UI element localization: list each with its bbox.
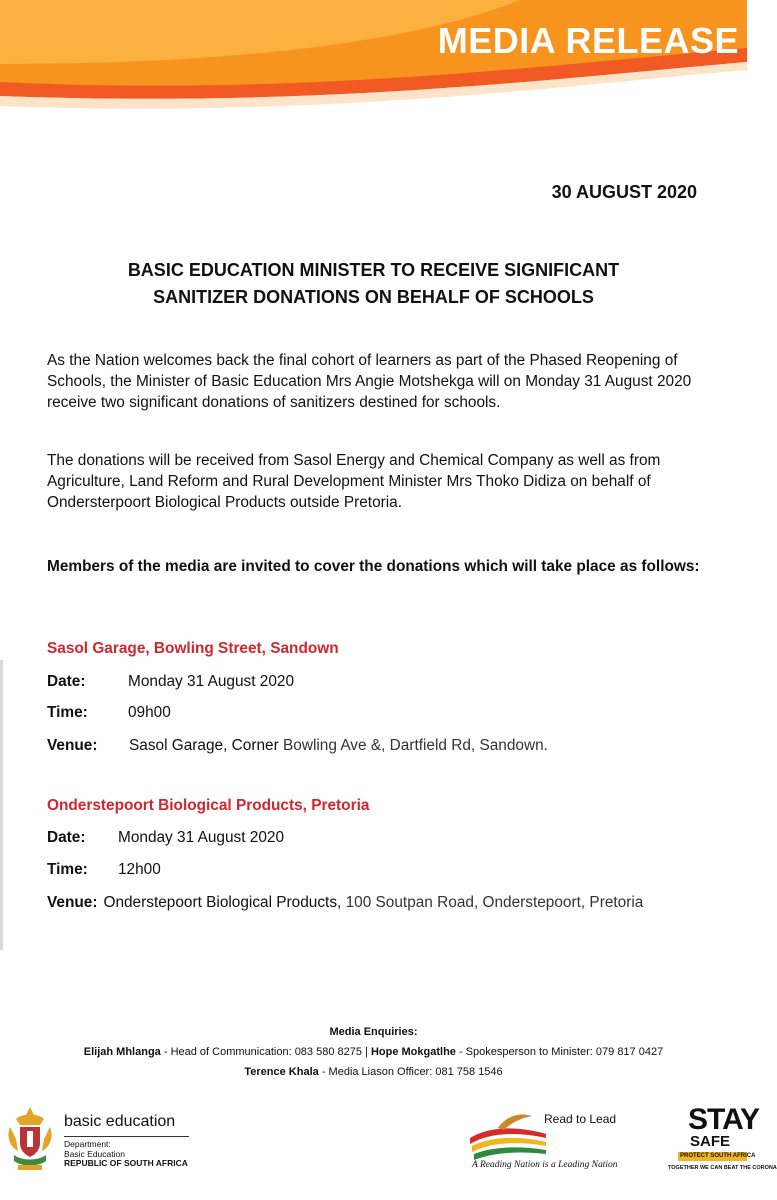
- enquiries-heading: Media Enquiries:: [329, 1026, 418, 1038]
- event-2-date: Monday 31 August 2020: [118, 829, 285, 846]
- dbe-line-2: Basic Education: [64, 1148, 125, 1159]
- contact-2-detail: - Spokesperson to Minister: 079 817 0427: [455, 1046, 664, 1058]
- headline: [60, 257, 687, 311]
- event-2-time-row: [47, 861, 161, 879]
- contact-1-name: Elijah Mhlanga: [83, 1046, 161, 1058]
- event-1-time: 09h00: [128, 704, 171, 721]
- book-swoosh-icon: [468, 1108, 548, 1162]
- stay-safe-safe: SAFE: [690, 1133, 731, 1150]
- event-2-time: 12h00: [118, 861, 161, 878]
- read-to-lead-tagline: A Reading Nation is a Leading Nation: [472, 1160, 618, 1170]
- media-enquiries: [0, 1022, 747, 1082]
- dbe-line-1: Department:: [64, 1139, 111, 1149]
- event-2-venue-b: 100 Soutpan Road, Onderstepoort, Pretoria: [345, 894, 644, 911]
- event-1-time-row: [47, 704, 171, 722]
- stay-safe-together: TOGETHER WE CAN BEAT THE CORONA: [668, 1165, 777, 1171]
- headline-line-1: BASIC EDUCATION MINISTER TO RECEIVE SIGNIFICANT: [127, 260, 620, 280]
- event-1-venue-a: Sasol Garage, Corner: [129, 737, 279, 754]
- contact-1-detail: - Head of Communication: 083 580 8275 |: [160, 1046, 371, 1058]
- coat-of-arms-icon: [4, 1103, 56, 1175]
- dbe-name: basic education: [64, 1113, 176, 1130]
- event-2-venue-row: [47, 894, 643, 912]
- date-label: Date:: [47, 829, 86, 846]
- time-label: Time:: [47, 704, 88, 721]
- event-2-title: Onderstepoort Biological Products, Pretoria: [47, 797, 370, 814]
- venue-label: Venue:: [47, 894, 98, 911]
- page-edge-shadow: [0, 660, 3, 950]
- dbe-subtitle: [64, 1140, 188, 1169]
- event-2-date-row: [47, 829, 284, 847]
- dbe-divider: [64, 1136, 189, 1137]
- media-invitation: Members of the media are invited to cover the donations which will take place as follows:: [47, 558, 700, 575]
- contact-3-name: Terence Khala: [244, 1066, 319, 1078]
- intro-paragraph: As the Nation welcomes back the final cohort of learners as part of the Phased Reopening of Schools, the Minister of Basic Education Mrs Angie Motshekga will on Monday 31 August 2020 receive two significant donations of sanitizers destined for schools.: [47, 352, 692, 411]
- time-label: Time:: [47, 861, 88, 878]
- event-1-venue-b: Bowling Ave &, Dartfield Rd, Sandown.: [283, 737, 548, 754]
- event-2-venue-a: Onderstepoort Biological Products,: [103, 894, 342, 911]
- read-to-lead-logo: [462, 1104, 632, 1176]
- release-date: 30 AUGUST 2020: [551, 182, 697, 202]
- contact-3-detail: - Media Liason Officer: 081 758 1546: [318, 1066, 503, 1078]
- headline-line-2: SANITIZER DONATIONS ON BEHALF OF SCHOOLS: [153, 287, 594, 307]
- stay-safe-stay: STAY: [688, 1103, 760, 1136]
- dbe-line-3: REPUBLIC OF SOUTH AFRICA: [64, 1158, 188, 1168]
- dbe-logo: [4, 1103, 234, 1175]
- donations-paragraph: The donations will be received from Sasol Energy and Chemical Company as well as from Agriculture, Land Reform and Rural Development Minister Mrs Thoko Didiza on behalf of Ondersterpoort Biological Products outside Pretoria.: [47, 452, 661, 511]
- event-1-date-row: [47, 673, 294, 691]
- date-label: Date:: [47, 673, 86, 690]
- banner-title: MEDIA RELEASE: [437, 20, 739, 61]
- stay-safe-protect: PROTECT SOUTH AFRICA: [680, 1153, 756, 1159]
- venue-label: Venue:: [47, 737, 98, 754]
- stay-safe-logo: [666, 1103, 777, 1178]
- contact-2-name: Hope Mokgatlhe: [370, 1046, 456, 1058]
- read-to-lead-title: Read to Lead: [544, 1112, 617, 1126]
- event-1-title: Sasol Garage, Bowling Street, Sandown: [47, 640, 339, 657]
- event-1-venue-row: [47, 737, 548, 755]
- event-1-date: Monday 31 August 2020: [128, 673, 295, 690]
